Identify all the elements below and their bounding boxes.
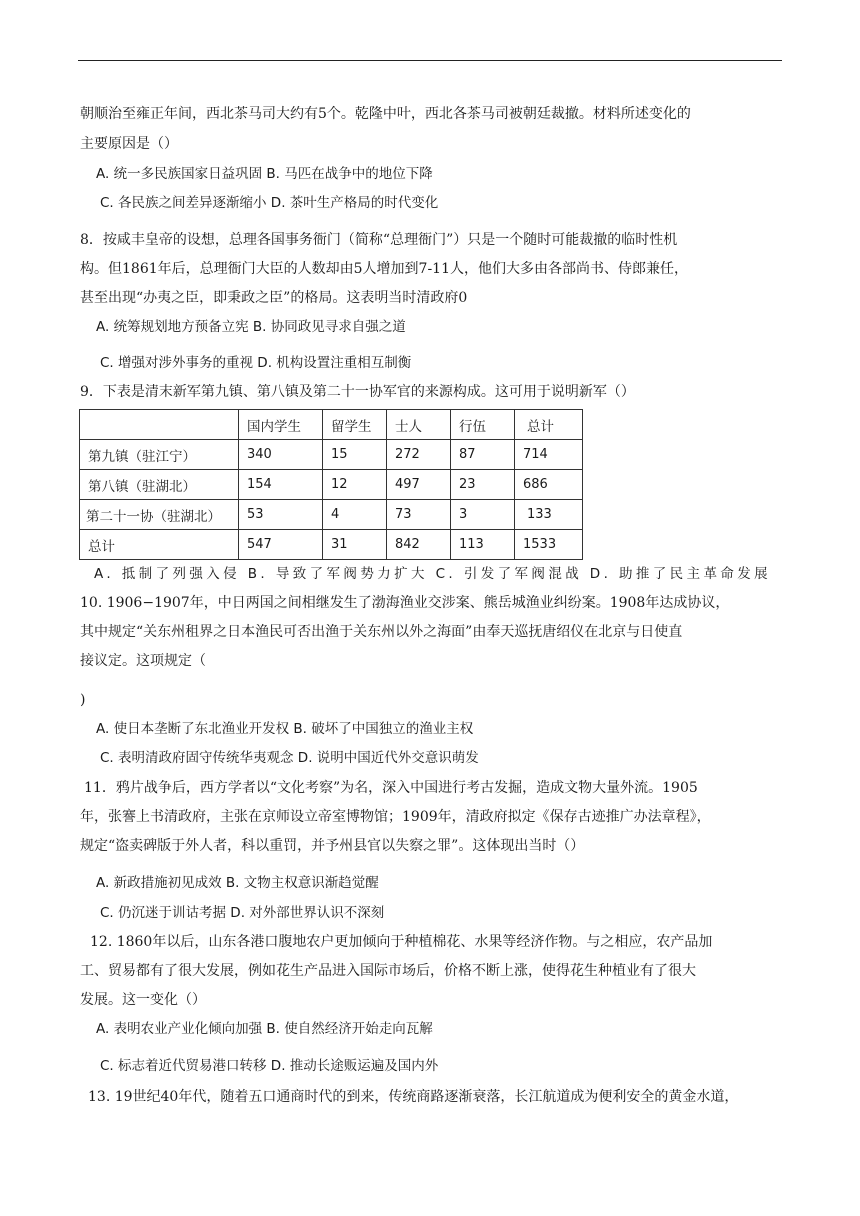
table-cell: 3: [451, 500, 515, 530]
table-row: [80, 470, 583, 500]
table-cell: 497: [387, 470, 451, 500]
table-cell: 133: [515, 500, 583, 530]
q7-options-ab: A. 统一多民族国家日益巩固 B. 马匹在战争中的地位下降: [96, 166, 433, 182]
table-cell: 154: [239, 470, 323, 500]
table-header-cell: [80, 410, 239, 440]
table-cell-unit: 第二十一协（驻湖北）: [80, 500, 239, 530]
q13-stem-line-1: 13. 19世纪40年代，随着五口通商时代的到来，传统商路逐渐衰落，长江航道成为便利安全的黄金水道，: [88, 1089, 739, 1105]
table-header-row: [80, 410, 583, 440]
header-rule: [78, 60, 782, 61]
q12-stem-line-1: 12. 1860年以后，山东各港口腹地农户更加倾向于种植棉花、水果等经济作物。与之相应，农产品加: [90, 934, 713, 950]
table-cell-unit: 第九镇（驻江宁）: [80, 440, 239, 470]
q7-stem-line-2: 主要原因是（）: [80, 136, 178, 152]
table-cell: 547: [239, 530, 323, 560]
table-cell: 272: [387, 440, 451, 470]
q8-stem-line-3: 甚至出现“办夷之臣，即秉政之臣”的格局。这表明当时清政府0: [80, 290, 468, 306]
table-header-cell: 国内学生: [239, 410, 323, 440]
q7-stem-line-1: 朝顺治至雍正年间，西北茶马司大约有5个。乾隆中叶，西北各茶马司被朝廷裁撤。材料所述变化的: [80, 106, 691, 122]
q11-stem-line-2: 年，张謇上书清政府，主张在京师设立帝室博物馆；1909年，清政府拟定《保存古迹推广办法章程》，: [80, 809, 711, 825]
q7-options-cd: C. 各民族之间差异逐渐缩小 D. 茶叶生产格局的时代变化: [100, 195, 439, 211]
table-cell: 23: [451, 470, 515, 500]
q8-stem-line-2: 构。但1861年后，总理衙门大臣的人数却由5人增加到7-11人，他们大多由各部尚书、侍郎兼任，: [80, 261, 688, 277]
q8-options-cd: C. 增强对涉外事务的重视 D. 机构设置注重相互制衡: [100, 355, 412, 371]
table-cell-unit: 总计: [80, 530, 239, 560]
q12-options-cd: C. 标志着近代贸易港口转移 D. 推动长途贩运遍及国内外: [100, 1058, 439, 1074]
table-cell: 73: [387, 500, 451, 530]
q10-stem-line-1: 10. 1906−1907年，中日两国之间相继发生了渤海渔业交涉案、熊岳城渔业纠纷案。1908年达成协议，: [80, 595, 730, 611]
table-row: [80, 500, 583, 530]
q11-options-cd: C. 仍沉迷于训诂考据 D. 对外部世界认识不深刻: [100, 905, 385, 921]
table-header-cell: 行伍: [451, 410, 515, 440]
table-header-cell: 士人: [387, 410, 451, 440]
table-cell: 686: [515, 470, 583, 500]
officer-source-table: [79, 409, 583, 560]
table-row: [80, 440, 583, 470]
table-header-cell: 总计: [515, 410, 583, 440]
table-row-total: [80, 530, 583, 560]
q12-stem-line-3: 发展。这一变化（）: [80, 992, 206, 1008]
q11-stem-line-3: 规定“盗卖碑版于外人者，科以重罚，并予州县官以失察之罪”。这体现出当时（）: [80, 838, 585, 854]
q10-stem-line-2: 其中规定“关东州租界之日本渔民可否出渔于关东州以外之海面”由奉天巡抚唐绍仪在北京与日使直: [80, 624, 683, 640]
q10-options-ab: A. 使日本垄断了东北渔业开发权 B. 破坏了中国独立的渔业主权: [96, 721, 474, 737]
q8-stem-line-1: 8．按咸丰皇帝的设想，总理各国事务衙门（简称“总理衙门”）只是一个随时可能裁撤的临时性机: [80, 232, 678, 248]
q12-stem-line-2: 工、贸易都有了很大发展，例如花生产品进入国际市场后，价格不断上涨，使得花生种植业有了很大: [80, 963, 696, 979]
table-cell: 53: [239, 500, 323, 530]
table-header-cell: 留学生: [323, 410, 387, 440]
table-cell: 87: [451, 440, 515, 470]
q9-options: A. 抵制了列强入侵 B. 导致了军阀势力扩大 C. 引发了军阀混战 D. 助推了民主革命发展: [94, 566, 772, 582]
table-cell: 4: [323, 500, 387, 530]
q10-stem-line-4: ): [80, 692, 86, 708]
q12-options-ab: A. 表明农业产业化倾向加强 B. 使自然经济开始走向瓦解: [96, 1021, 433, 1037]
q8-options-ab: A. 统筹规划地方预备立宪 B. 协同政见寻求自强之道: [96, 319, 406, 335]
table-cell: 340: [239, 440, 323, 470]
table-cell: 1533: [515, 530, 583, 560]
table-cell-unit: 第八镇（驻湖北）: [80, 470, 239, 500]
table-cell: 12: [323, 470, 387, 500]
q10-stem-line-3: 接议定。这项规定（: [80, 653, 206, 669]
table-cell: 714: [515, 440, 583, 470]
table-cell: 113: [451, 530, 515, 560]
table-cell: 842: [387, 530, 451, 560]
q10-options-cd: C. 表明清政府固守传统华夷观念 D. 说明中国近代外交意识萌发: [100, 750, 479, 766]
q11-stem-line-1: 11．鸦片战争后，西方学者以“文化考察”为名，深入中国进行考古发掘，造成文物大量外流。1905: [84, 780, 698, 796]
q9-stem: 9．下表是清末新军第九镇、第八镇及第二十一协军官的来源构成。这可用于说明新军（）: [80, 384, 635, 400]
table-cell: 31: [323, 530, 387, 560]
table-cell: 15: [323, 440, 387, 470]
q11-options-ab: A. 新政措施初见成效 B. 文物主权意识渐趋觉醒: [96, 875, 379, 891]
